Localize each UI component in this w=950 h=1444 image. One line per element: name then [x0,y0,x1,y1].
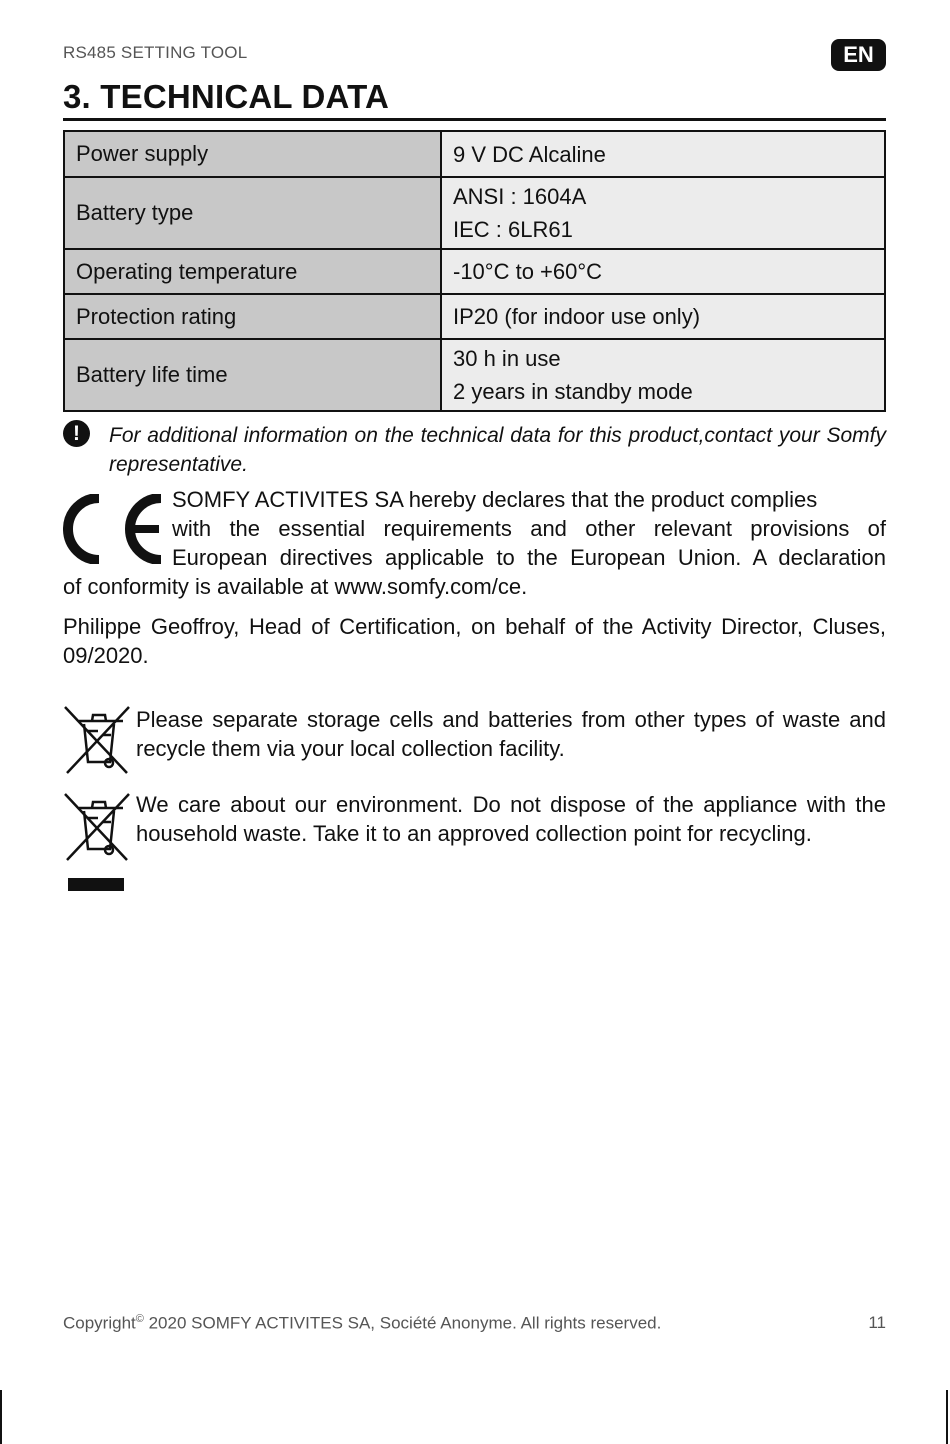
conformity-declaration [63,485,886,601]
row-value [441,294,885,339]
recycling-text: We care about our environment. Do not dispose of the appliance with the household waste. Take it to an approved collection point for recycling. [136,792,886,846]
row-label: Battery life time [64,339,441,411]
table-row [64,177,885,249]
crop-mark [946,1390,948,1444]
table-row [64,249,885,294]
row-value [441,177,885,249]
footer-copyright [63,1313,661,1334]
row-value [441,249,885,294]
value-line: -10°C to +60°C [453,259,603,284]
technical-data-table [63,130,886,412]
recycling-text: Please separate storage cells and batteries from other types of waste and recycle them via your local collection facility. [136,707,886,761]
table-row [64,339,885,411]
signature-text: Philippe Geoffroy, Head of Certification, on behalf of the Activity Director, Cluses, 09/2020. [63,614,886,668]
exclamation-icon: ! [63,420,90,447]
table-row [64,294,885,339]
copyright-symbol: © [135,1313,144,1325]
ce-mark-icon [63,494,163,564]
value-line: IP20 (for indoor use only) [453,304,701,329]
conformity-line: with the essential requirements and other relevant provisions of [172,516,886,541]
title-rule [63,118,886,121]
value-line: IEC : 6LR61 [453,217,573,242]
language-badge: EN [831,39,886,71]
copyright-prefix: Copyright [63,1313,136,1333]
row-value [441,131,885,177]
row-value [441,339,885,411]
table-row [64,131,885,177]
note-text: For additional information on the technical data for this product,contact your Somfy representative. [109,424,886,476]
crop-mark [0,1390,2,1444]
section-title: 3. TECHNICAL DATA [63,78,390,115]
value-line: ANSI : 1604A [453,184,587,209]
document-header-title: RS485 SETTING TOOL [63,43,248,62]
conformity-line: of conformity is available at www.somfy.com/ce. [63,574,528,599]
page-number: 11 [868,1313,886,1332]
conformity-line: European directives applicable to the European Union. A declaration [172,545,886,570]
value-line: 30 h in use [453,346,561,371]
row-label: Battery type [64,177,441,249]
crossed-bin-icon [63,705,131,777]
value-line: 2 years in standby mode [453,379,693,404]
row-label: Operating temperature [64,249,441,294]
row-label: Protection rating [64,294,441,339]
row-label: Power supply [64,131,441,177]
value-line: 9 V DC Alcaline [453,141,606,167]
copyright-rest: 2020 SOMFY ACTIVITES SA, Société Anonyme. All rights reserved. [143,1313,662,1333]
crossed-bin-bar-icon [63,792,131,894]
conformity-line: SOMFY ACTIVITES SA hereby declares that the product complies [172,487,818,512]
